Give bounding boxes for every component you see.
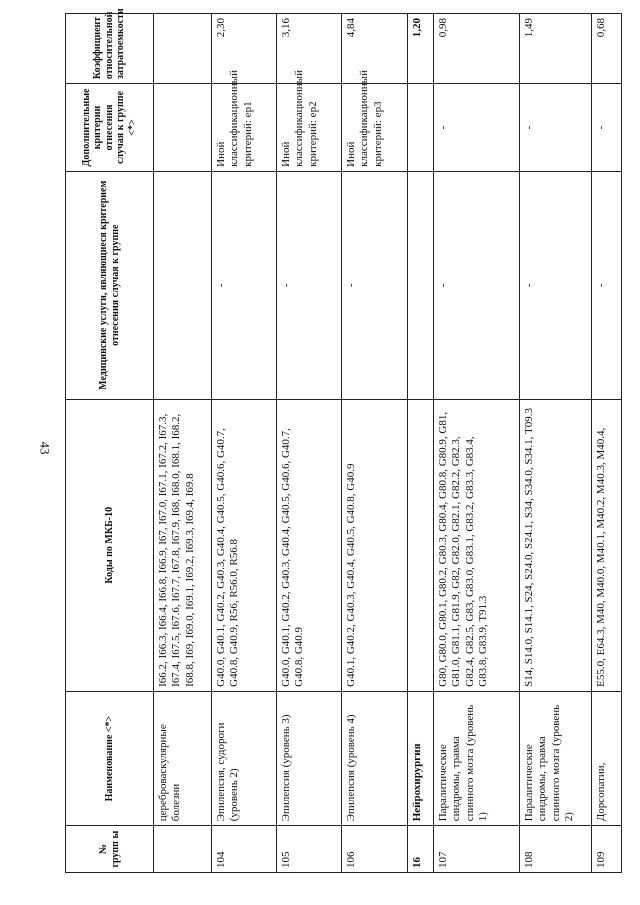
cell-coef: 1,49 [520, 14, 592, 84]
cell-num: 104 [212, 826, 277, 873]
section-empty [408, 399, 434, 691]
cell-coef: 3,16 [277, 14, 342, 84]
cell-extra: - [520, 84, 592, 172]
table-row [592, 14, 622, 873]
cell-name: Паралитические синдромы, травма спинного мозга (уровень 1) [434, 691, 520, 825]
table-row [520, 14, 592, 873]
cell-codes: I66.2, I66.3, I66.4, I66.8, I66.9, I67, I67.0, I67.1, I67.2, I67.3, I67.4, I67.5, I67.6, I67.7, I67.8, I67.9, I68, I68.0, I68.1, I68.2, I68.8, I69, I69.0, I69.1, I69.2, I69.3, I69.4, I69.8 [154, 399, 212, 691]
section-row [408, 14, 434, 873]
table-header-row [66, 14, 154, 873]
section-coef: 1,20 [408, 14, 434, 84]
table-row [154, 14, 212, 873]
cell-codes: G40.0, G40.1, G40.2, G40.3, G40.4, G40.5, G40.6, G40.7, G40.8, G40.9, R56, R56.0, R56.8 [212, 399, 277, 691]
cell-codes: S14, S14.0, S14.1, S24, S24.0, S24.1, S34, S34.0, S34.1, T09.3 [520, 399, 592, 691]
cell-name: Эпилепсия (уровень 3) [277, 691, 342, 825]
header-num: № групп ы [66, 826, 154, 873]
page-number: 43 [37, 441, 53, 455]
table-row [212, 14, 277, 873]
cell-extra: Иной классификационный критерий: ep2 [277, 84, 342, 172]
cell-extra: - [592, 84, 622, 172]
header-name: Наименование <*> [66, 691, 154, 825]
header-codes: Коды по МКБ-10 [66, 399, 154, 691]
cell-coef [154, 14, 212, 84]
header-coef: Коэффициент относительной затратоемкости [66, 14, 154, 84]
cell-services: - [434, 171, 520, 399]
section-num: 16 [408, 826, 434, 873]
cell-services: - [277, 171, 342, 399]
header-extra: Дополнительные критерии отнесения случая к группе <*> [66, 84, 154, 172]
cell-extra [154, 84, 212, 172]
cell-num [154, 826, 212, 873]
section-name: Нейрохирургия [408, 691, 434, 825]
cell-num: 106 [342, 826, 408, 873]
table-row [342, 14, 408, 873]
cell-services: - [592, 171, 622, 399]
cell-name: Эпилепсия, судороги (уровень 2) [212, 691, 277, 825]
cell-num: 105 [277, 826, 342, 873]
cell-num: 107 [434, 826, 520, 873]
cell-codes: G80, G80.0, G80.1, G80.2, G80.3, G80.4, G80.8, G80.9, G81, G81.0, G81.1, G81.9, G82, G82.0, G82.1, G82.2, G82.3, G82.4, G82.5, G83, G83.0, G83.1, G83.2, G83.3, G83.4, G83.8, G83.9, T91.3 [434, 399, 520, 691]
cell-codes: G40.1, G40.2, G40.3, G40.4, G40.5, G40.8, G40.9 [342, 399, 408, 691]
cell-num: 109 [592, 826, 622, 873]
rotated-table-container [65, 8, 621, 873]
cell-services: - [342, 171, 408, 399]
cell-coef: 2,30 [212, 14, 277, 84]
cell-services: - [520, 171, 592, 399]
cell-codes: E55.0, E64.3, M40, M40.0, M40.1, M40.2, M40.3, M40.4, [592, 399, 622, 691]
cell-extra: Иной классификационный критерий: ep3 [342, 84, 408, 172]
ksg-table [65, 8, 622, 873]
cell-coef: 4,84 [342, 14, 408, 84]
table-row [277, 14, 342, 873]
cell-services [154, 171, 212, 399]
cell-codes: G40.0, G40.1, G40.2, G40.3, G40.4, G40.5, G40.6, G40.7, G40.8, G40.9 [277, 399, 342, 691]
cell-name: Дорсопатии, [592, 691, 622, 825]
cell-extra: Иной классификационный критерий: ep1 [212, 84, 277, 172]
cell-name: Паралитические синдромы, травма спинного мозга (уровень 2) [520, 691, 592, 825]
cell-coef: 0,68 [592, 14, 622, 84]
header-services: Медицинские услуги, являющиеся критерием отнесения случая к группе [66, 171, 154, 399]
cell-num: 108 [520, 826, 592, 873]
section-empty [408, 84, 434, 172]
cell-extra: - [434, 84, 520, 172]
cell-services: - [212, 171, 277, 399]
table-row [434, 14, 520, 873]
cell-coef: 0,98 [434, 14, 520, 84]
section-empty [408, 171, 434, 399]
cell-name: Эпилепсия (уровень 4) [342, 691, 408, 825]
cell-name: цереброваскулярные болезни [154, 691, 212, 825]
